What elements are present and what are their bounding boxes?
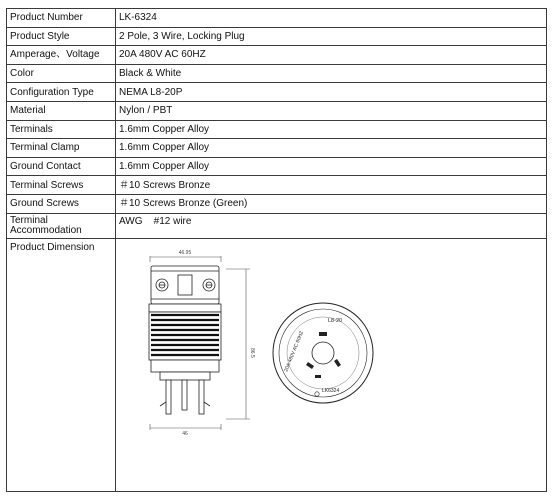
spec-label xyxy=(7,213,116,238)
spec-row xyxy=(7,157,547,176)
spec-value: Black & White xyxy=(116,64,547,83)
spec-row xyxy=(7,139,547,158)
spec-row xyxy=(7,194,547,213)
spec-value: Nylon / PBT xyxy=(116,101,547,120)
spec-label: Product Number xyxy=(7,9,116,28)
spec-label: Terminal Screws xyxy=(7,176,116,195)
spec-value: 1.6mm Copper Alloy xyxy=(116,139,547,158)
spec-label: Ground Contact xyxy=(7,157,116,176)
spec-row xyxy=(7,176,547,195)
face-config-text: L8-20 xyxy=(328,318,343,324)
spec-label: Amperage、Voltage xyxy=(7,46,116,65)
spec-row xyxy=(7,83,547,102)
face-rating-text: 20A 480V AC 60HZ xyxy=(283,330,306,373)
plug-side-view xyxy=(149,266,221,414)
spec-label: Terminals xyxy=(7,120,116,139)
spec-label: Configuration Type xyxy=(7,83,116,102)
spec-row xyxy=(7,64,547,83)
spec-row xyxy=(7,27,547,46)
spec-value: LK-6324 xyxy=(116,9,547,28)
dimension-label: Product Dimension xyxy=(7,238,116,491)
spec-row xyxy=(7,101,547,120)
spec-label: Product Style xyxy=(7,27,116,46)
plug-dimension-drawing xyxy=(136,245,376,435)
spec-value: NEMA L8-20P xyxy=(116,83,547,102)
spec-value: 2 Pole, 3 Wire, Locking Plug xyxy=(116,27,547,46)
spec-value: ＃10 Screws Bronze xyxy=(116,176,547,195)
spec-row xyxy=(7,213,547,238)
dimension-height: 86.5 xyxy=(249,348,255,358)
spec-label: Terminal Clamp xyxy=(7,139,116,158)
dimension-width-top: 46.95 xyxy=(178,250,192,256)
spec-value: 1.6mm Copper Alloy xyxy=(116,120,547,139)
accommodation-label-line1: Terminal xyxy=(10,214,48,226)
spec-row xyxy=(7,9,547,28)
dimension-width-bottom: 46 xyxy=(182,431,188,435)
accommodation-label-line2: Accommodation xyxy=(10,224,82,236)
spec-label: Material xyxy=(7,101,116,120)
spec-value: ＃10 Screws Bronze (Green) xyxy=(116,194,547,213)
spec-value: 20A 480V AC 60HZ xyxy=(116,46,547,65)
spec-label: Color xyxy=(7,64,116,83)
spec-label: Ground Screws xyxy=(7,194,116,213)
spec-value: AWG #12 wire xyxy=(116,213,547,238)
spec-row xyxy=(7,46,547,65)
spec-value: 1.6mm Copper Alloy xyxy=(116,157,547,176)
spec-row xyxy=(7,120,547,139)
face-part-text: LK6324 xyxy=(322,388,340,394)
